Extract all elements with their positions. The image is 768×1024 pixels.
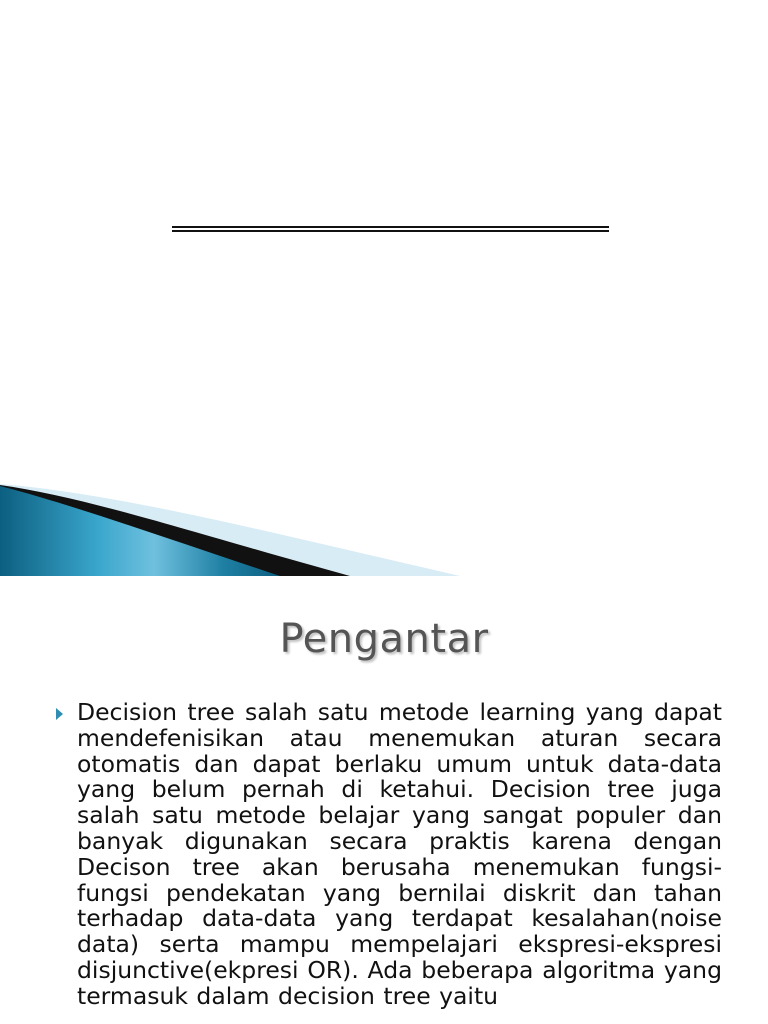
slide-title: Pengantar [279,616,489,662]
bullet-text: Decision tree salah satu metode learning yang dapat mendefenisikan atau menemukan aturan secara otomatis dan dapat berlaku umum untuk data-data yang belum pernah di ketahui. Decision tree juga salah satu metode belajar yang sangat populer dan banyak digunakan secara praktis karena dengan Decison tree akan berusaha menemukan fungsi-fungsi pendekatan yang bernilai diskrit dan tahan terhadap data-data yang terdapat kesalahan(noise data) serta mampu mempelajari ekspresi-ekspresi disjunctive(ekpresi OR). Ada beberapa algoritma yang termasuk dalam decision tree yaitu [77,698,722,1010]
title-divider [172,226,609,232]
bullet-item [56,700,722,1010]
triangle-right-icon [56,708,63,720]
slide-pengantar [0,576,768,1024]
decorative-wave [0,480,460,576]
